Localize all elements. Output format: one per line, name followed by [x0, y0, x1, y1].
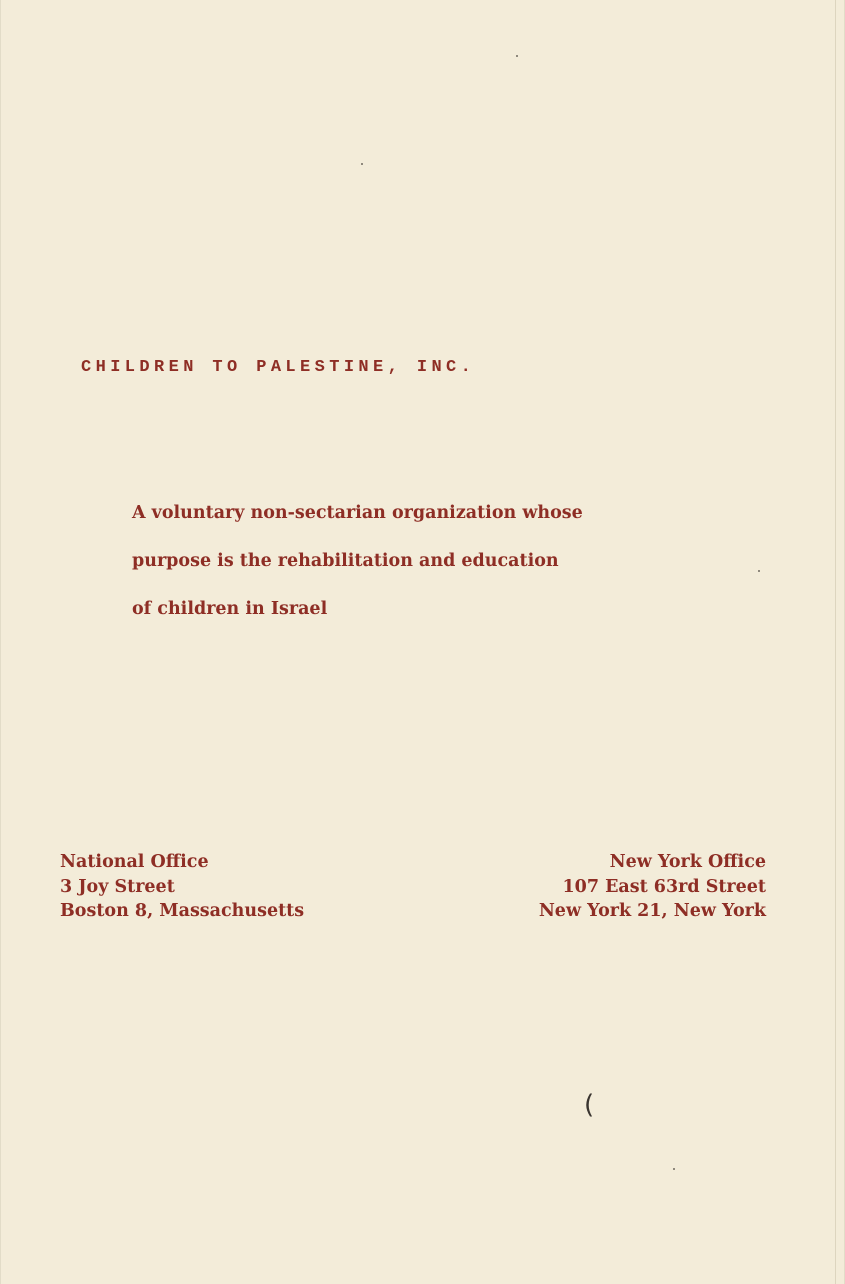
purpose-line: purpose is the rehabilitation and education [132, 551, 559, 571]
speck [516, 55, 518, 57]
office-street: 3 Joy Street [60, 876, 175, 897]
national-office-address [60, 852, 304, 926]
new-york-office-address [539, 852, 766, 926]
purpose-statement [132, 505, 732, 649]
office-city: New York 21, New York [538, 901, 766, 921]
office-name: National Office [60, 852, 209, 872]
office-name: New York Office [609, 852, 766, 872]
speck [361, 163, 363, 165]
office-street: 107 East 63rd Street [562, 876, 766, 897]
office-city: Boston 8, Massachusetts [60, 901, 305, 921]
organization-title: CHILDREN TO PALESTINE, INC. [81, 358, 476, 377]
speck [673, 1168, 675, 1170]
purpose-line: of children in Israel [132, 599, 328, 619]
purpose-line: A voluntary non-sectarian organization whose [132, 503, 583, 523]
handwritten-mark: ( [584, 1090, 595, 1120]
speck [758, 570, 760, 572]
